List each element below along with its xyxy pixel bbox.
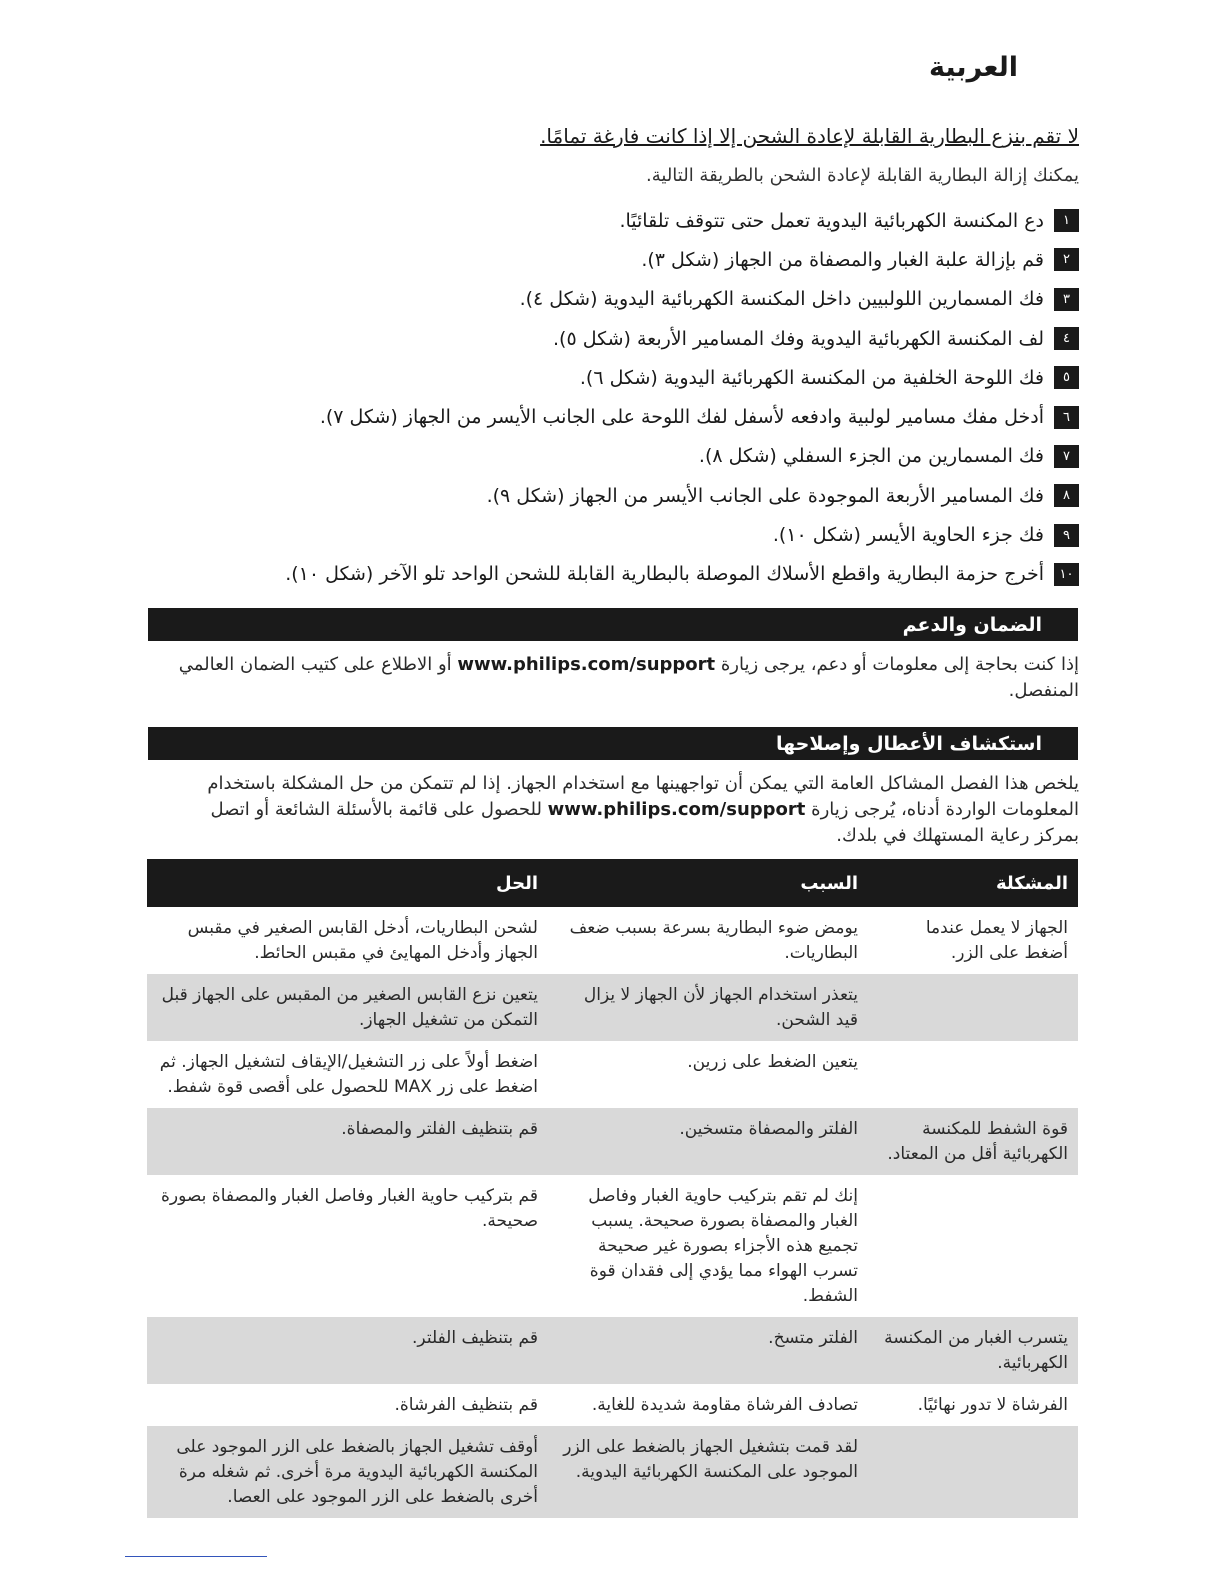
guarantee-section-heading [148, 608, 1078, 641]
table-row [147, 1384, 1078, 1426]
solution-cell: لشحن البطاريات، أدخل القابس الصغير في مقبس الجهاز وأدخل المهايئ في مقبس الحائط. [187, 918, 538, 963]
step-number: ١ [1054, 209, 1079, 232]
step-text: أدخل مفك مسامير لولبية وادفعه لأسفل لفك اللوحة على الجانب الأيسر من الجهاز (شكل ٧). [319, 406, 1044, 429]
battery-removal-steps [139, 201, 1079, 594]
step-number: ٥ [1054, 366, 1079, 389]
troubleshooting-text-before: يلخص هذا الفصل المشاكل العامة التي يمكن أن تواجهينها مع استخدام الجهاز. إذا لم تتمكن من حل المشكلة باستخدام المعلومات الواردة أدناه، يُرجى زيارة [207, 773, 1079, 820]
step-text: دع المكنسة الكهربائية اليدوية تعمل حتى تتوقف تلقائيًا. [619, 209, 1044, 232]
footer-rule [125, 1556, 267, 1557]
step-item [139, 476, 1079, 515]
table-row [147, 974, 1078, 1041]
solution-cell: قم بتنظيف الفرشاة. [394, 1395, 538, 1415]
solution-cell: يتعين نزع القابس الصغير من المقبس على الجهاز قبل التمكن من تشغيل الجهاز. [147, 974, 548, 1041]
step-text: أخرج حزمة البطارية واقطع الأسلاك الموصلة بالبطارية القابلة للشحن الواحد تلو الآخر (شكل ١٠). [285, 563, 1044, 586]
battery-intro: يمكنك إزالة البطارية القابلة لإعادة الشحن بالطريقة التالية. [646, 165, 1079, 186]
table-row [147, 1426, 1078, 1518]
cause-cell: يتعذر استخدام الجهاز لأن الجهاز لا يزال قيد الشحن. [548, 974, 868, 1041]
problem-cell: قوة الشفط للمكنسة الكهربائية أقل من المعتاد. [868, 1108, 1078, 1175]
guarantee-heading-text: الضمان والدعم [902, 613, 1042, 636]
step-text: لف المكنسة الكهربائية اليدوية وفك المسامير الأربعة (شكل ٥). [553, 327, 1044, 350]
step-number: ٨ [1054, 484, 1079, 507]
step-number: ٤ [1054, 327, 1079, 350]
step-number: ٢ [1054, 248, 1079, 271]
table-header-row [147, 859, 1078, 907]
step-number: ٩ [1054, 524, 1079, 547]
guarantee-support-link[interactable]: www.philips.com/support [457, 654, 716, 675]
table-row [147, 1041, 1078, 1108]
step-text: فك المسامير الأربعة الموجودة على الجانب الأيسر من الجهاز (شكل ٩). [486, 484, 1044, 507]
table-row [147, 1175, 1078, 1317]
problem-cell [868, 1041, 1078, 1108]
solution-cell: اضغط أولاً على زر التشغيل/الإيقاف لتشغيل الجهاز. ثم اضغط على زر MAX للحصول على أقصى قوة شفط. [159, 1052, 538, 1097]
cause-cell: يومض ضوء البطارية بسرعة بسبب ضعف البطاريات. [569, 918, 858, 963]
language-heading: العربية [929, 52, 1018, 83]
header-cause: السبب [548, 859, 868, 907]
troubleshooting-table [147, 859, 1078, 1518]
problem-cell: الفرشاة لا تدور نهائيًا. [917, 1395, 1068, 1415]
cause-cell: يتعين الضغط على زرين. [687, 1052, 858, 1072]
table-row [147, 1317, 1078, 1384]
step-item [139, 280, 1079, 319]
step-text: فك اللوحة الخلفية من المكنسة الكهربائية اليدوية (شكل ٦). [579, 366, 1044, 389]
step-item [139, 358, 1079, 397]
cause-cell: تصادف الفرشاة مقاومة شديدة للغاية. [591, 1395, 858, 1415]
guarantee-paragraph [167, 652, 1079, 704]
troubleshooting-paragraph [167, 771, 1079, 849]
cause-cell: إنك لم تقم بتركيب حاوية الغبار وفاصل الغبار والمصفاة بصورة صحيحة. يسبب تجميع هذه الأجزاء بصورة غير صحيحة تسرب الهواء مما يؤدي إلى فقدان قوة الشفط. [588, 1186, 858, 1306]
table-row [147, 1108, 1078, 1175]
step-number: ٣ [1054, 288, 1079, 311]
problem-cell [868, 974, 1078, 1041]
table-row [147, 907, 1078, 974]
cause-cell: الفلتر والمصفاة متسخين. [548, 1108, 868, 1175]
guarantee-text-before: إذا كنت بحاجة إلى معلومات أو دعم، يرجى زيارة [720, 654, 1079, 675]
step-item [139, 240, 1079, 279]
step-item [139, 437, 1079, 476]
step-item [139, 201, 1079, 240]
solution-cell: قم بتنظيف الفلتر. [147, 1317, 548, 1384]
step-text: قم بإزالة علبة الغبار والمصفاة من الجهاز (شكل ٣). [641, 248, 1044, 271]
troubleshooting-heading-text: استكشاف الأعطال وإصلاحها [775, 732, 1042, 755]
header-problem: المشكلة [868, 859, 1078, 907]
problem-cell [868, 1426, 1078, 1518]
step-number: ١٠ [1054, 563, 1079, 586]
guarantee-text-after: أو الاطلاع على كتيب الضمان العالمي المنفصل. [178, 654, 1079, 701]
step-item [139, 397, 1079, 436]
battery-warning: لا تقم بنزع البطارية القابلة لإعادة الشحن إلا إذا كانت فارغة تمامًا. [540, 124, 1079, 148]
step-text: فك المسمارين من الجزء السفلي (شكل ٨). [698, 445, 1044, 468]
step-number: ٧ [1054, 445, 1079, 468]
step-number: ٦ [1054, 406, 1079, 429]
step-text: فك جزء الحاوية الأيسر (شكل ١٠). [772, 524, 1044, 547]
cause-cell: لقد قمت بتشغيل الجهاز بالضغط على الزر الموجود على المكنسة الكهربائية اليدوية. [548, 1426, 868, 1518]
troubleshooting-text-after: للحصول على قائمة بالأسئلة الشائعة أو اتصل بمركز رعاية المستهلك في بلدك. [210, 799, 1079, 846]
solution-cell: قم بتركيب حاوية الغبار وفاصل الغبار والمصفاة بصورة صحيحة. [161, 1186, 538, 1231]
step-item [139, 319, 1079, 358]
solution-cell: أوقف تشغيل الجهاز بالضغط على الزر الموجود على المكنسة الكهربائية اليدوية مرة أخرى. ثم شغله مرة أخرى بالضغط على الزر الموجود على العصا. [147, 1426, 548, 1518]
header-solution: الحل [147, 859, 548, 907]
step-text: فك المسمارين اللولبيين داخل المكنسة الكهربائية اليدوية (شكل ٤). [519, 288, 1044, 311]
troubleshooting-section-heading [148, 727, 1078, 760]
problem-cell: الجهاز لا يعمل عندما أضغط على الزر. [925, 918, 1068, 963]
problem-cell: يتسرب الغبار من المكنسة الكهربائية. [868, 1317, 1078, 1384]
cause-cell: الفلتر متسخ. [548, 1317, 868, 1384]
troubleshooting-support-link[interactable]: www.philips.com/support [547, 799, 806, 820]
solution-cell: قم بتنظيف الفلتر والمصفاة. [147, 1108, 548, 1175]
step-item [139, 515, 1079, 554]
problem-cell [868, 1175, 1078, 1317]
step-item [139, 555, 1079, 594]
